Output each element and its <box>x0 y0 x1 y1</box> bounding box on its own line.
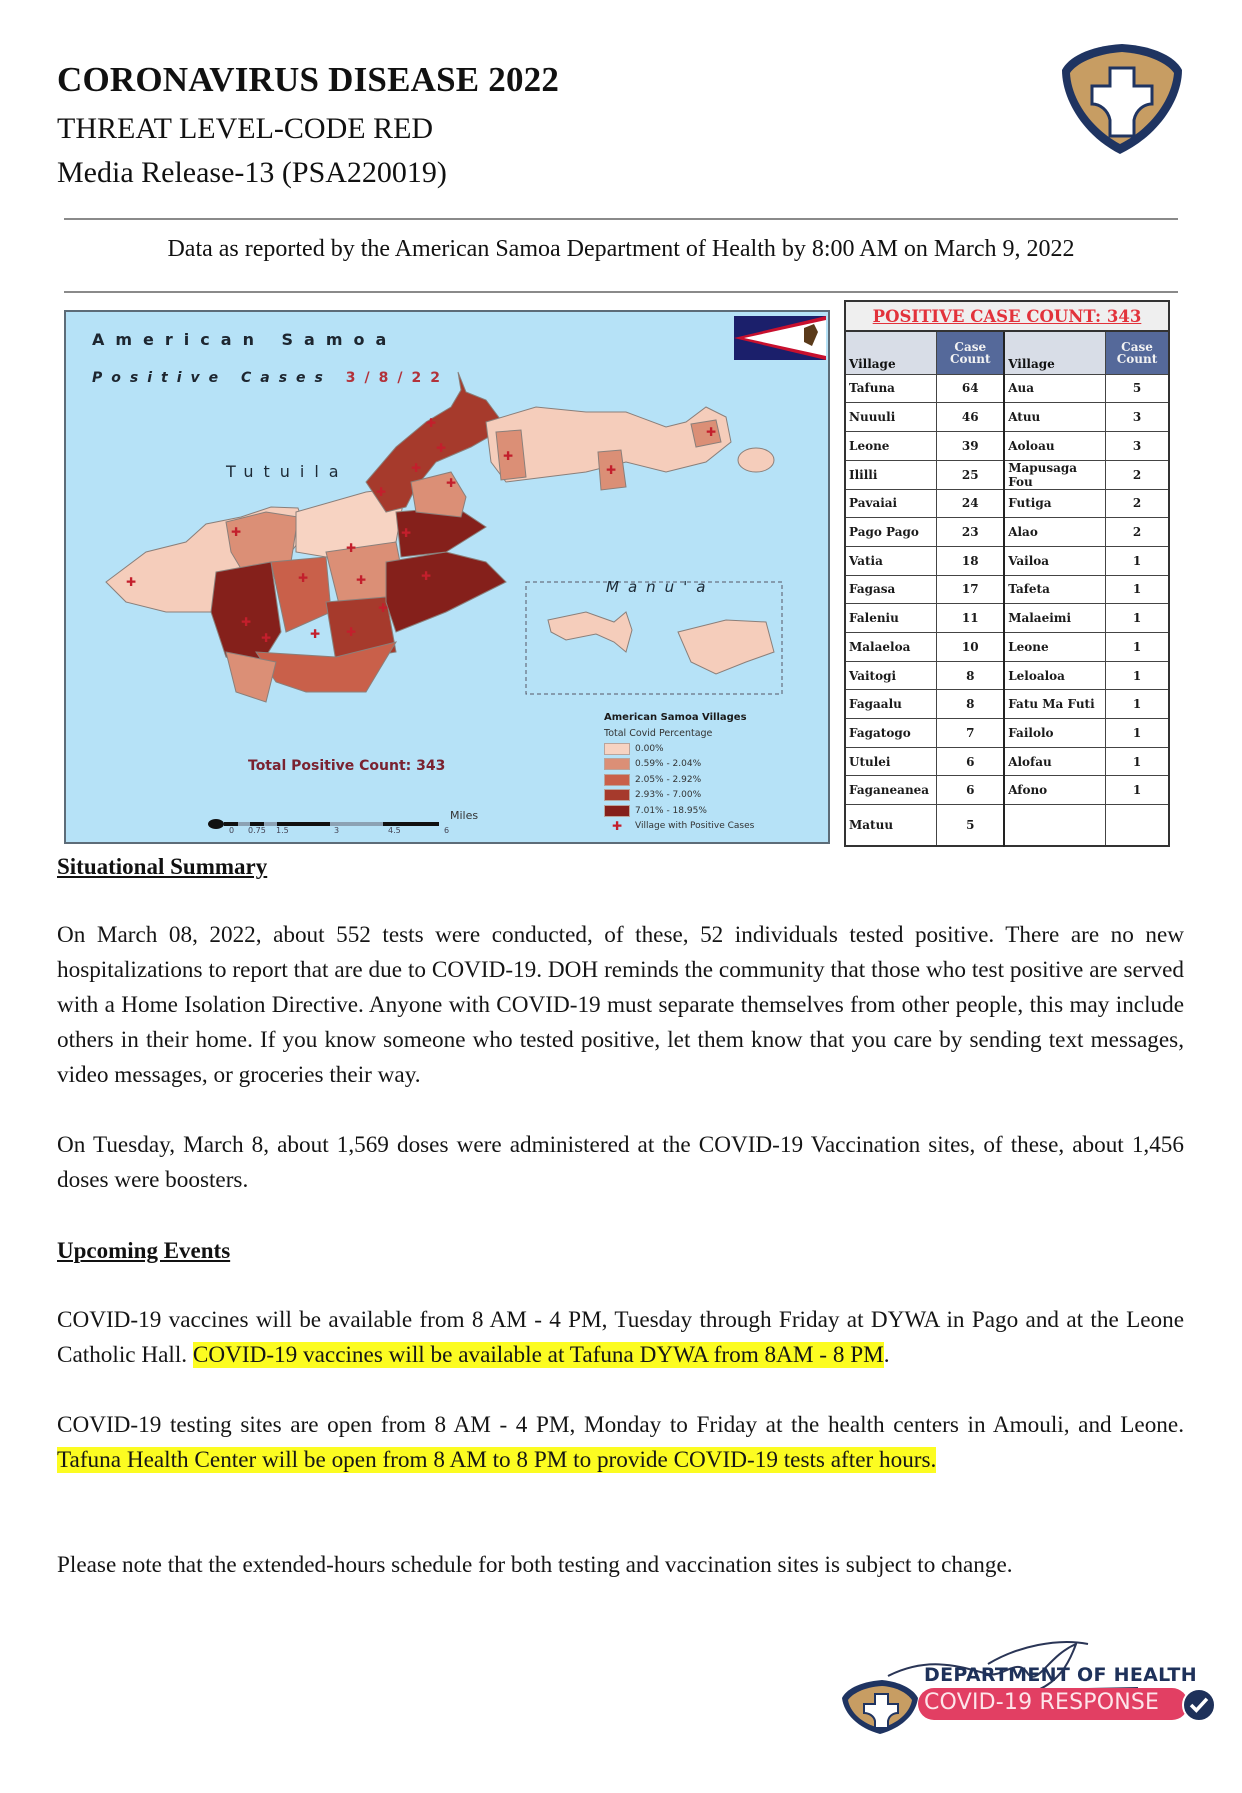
marker-cross: ✚ <box>426 416 437 430</box>
marker-cross: ✚ <box>401 526 412 540</box>
positive-cases-map <box>64 310 830 844</box>
village-cell: Malaeimi <box>1004 604 1105 633</box>
village-cell: Aoloau <box>1004 431 1105 460</box>
village-cell: Fatu Ma Futi <box>1004 690 1105 719</box>
count-cell: 7 <box>937 719 1004 748</box>
american-samoa-flag <box>734 316 826 360</box>
doh-shield-logo <box>1058 40 1186 158</box>
count-cell: 24 <box>937 489 1004 518</box>
legend-item <box>604 741 824 757</box>
section-heading-summary: Situational Summary <box>57 854 268 879</box>
village-cell: Nuuuli <box>845 403 937 432</box>
table-row <box>845 690 1169 719</box>
count-cell: 6 <box>937 776 1004 805</box>
column-header-village: Village <box>1004 331 1105 374</box>
village-cell: Failolo <box>1004 719 1105 748</box>
legend-label: 0.59% - 2.04% <box>635 759 702 770</box>
count-cell: 25 <box>937 460 1004 489</box>
report-date-line: Data as reported by the American Samoa Department of Health by 8:00 AM on March 9, 2022 <box>167 236 1075 262</box>
table-body <box>845 374 1169 846</box>
legend-title: American Samoa Villages <box>604 712 747 723</box>
count-cell: 2 <box>1106 460 1170 489</box>
village-cell: Tafuna <box>845 374 937 403</box>
village-cell: Atuu <box>1004 403 1105 432</box>
legend-item <box>604 803 824 819</box>
threat-level: THREAT LEVEL-CODE RED <box>57 112 434 145</box>
village-cell: Faganeanea <box>845 776 937 805</box>
table-banner: POSITIVE CASE COUNT: 343 <box>845 301 1169 331</box>
table-row <box>845 747 1169 776</box>
count-cell: 1 <box>1106 546 1170 575</box>
village-cell: Faleniu <box>845 604 937 633</box>
count-cell: 1 <box>1106 604 1170 633</box>
count-cell: 1 <box>1106 719 1170 748</box>
region-malaeloa <box>271 557 331 632</box>
marker-cross: ✚ <box>241 615 252 629</box>
label-tutuila: Tutuila <box>226 462 349 481</box>
table-row <box>845 518 1169 547</box>
count-cell: 3 <box>1106 403 1170 432</box>
village-cell: Matuu <box>845 805 937 846</box>
marker-cross: ✚ <box>421 569 432 583</box>
count-cell: 2 <box>1106 518 1170 547</box>
scale-tick: 3 <box>334 826 340 835</box>
scale-unit: Miles <box>450 809 479 822</box>
checkmark-icon <box>1182 1688 1216 1722</box>
marker-cross: ✚ <box>446 476 457 490</box>
events-text: . <box>883 1342 890 1368</box>
marker-cross: ✚ <box>356 573 367 587</box>
scale-tick: 0 <box>229 826 235 835</box>
count-cell: 6 <box>937 747 1004 776</box>
marker-cross: ✚ <box>376 485 387 499</box>
events-paragraph-1 <box>57 1303 1184 1373</box>
village-cell: Afono <box>1004 776 1105 805</box>
count-cell: 2 <box>1106 489 1170 518</box>
marker-cross: ✚ <box>411 461 422 475</box>
scale-tick: 0.75 <box>248 826 266 835</box>
legend-subtitle: Total Covid Percentage <box>604 728 713 739</box>
legend-swatch <box>604 805 630 817</box>
table-row <box>845 633 1169 662</box>
count-cell: 46 <box>937 403 1004 432</box>
legend-swatch <box>604 743 630 755</box>
table-row <box>845 805 1169 846</box>
count-cell: 64 <box>937 374 1004 403</box>
count-cell: 3 <box>1106 431 1170 460</box>
count-cell <box>1106 805 1170 846</box>
map-title: American Samoa <box>92 330 398 349</box>
events-paragraph-3: Please note that the extended-hours schedule for both testing and vaccination sites is subject to change. <box>57 1552 1013 1578</box>
village-cell: Pavaiai <box>845 489 937 518</box>
map-legend <box>604 712 824 834</box>
count-cell: 18 <box>937 546 1004 575</box>
count-cell: 17 <box>937 575 1004 604</box>
count-cell: 5 <box>1106 374 1170 403</box>
legend-label: Village with Positive Cases <box>635 821 755 832</box>
label-manua: Manu'a <box>606 578 715 596</box>
table-row <box>845 546 1169 575</box>
document-title: CORONAVIRUS DISEASE 2022 <box>57 60 560 99</box>
marker-cross: ✚ <box>503 449 514 463</box>
legend-label: 2.05% - 2.92% <box>635 774 702 785</box>
marker-cross: ✚ <box>706 425 717 439</box>
marker-cross: ✚ <box>231 525 242 539</box>
marker-cross: ✚ <box>436 441 447 455</box>
divider-top <box>64 218 1178 220</box>
count-cell: 1 <box>1106 690 1170 719</box>
village-cell: Malaeloa <box>845 633 937 662</box>
divider-bottom <box>64 291 1178 293</box>
count-cell: 1 <box>1106 661 1170 690</box>
red-cross-icon: ✚ <box>611 819 623 834</box>
count-cell: 11 <box>937 604 1004 633</box>
legend-label: 2.93% - 7.00% <box>635 790 702 801</box>
count-cell: 1 <box>1106 633 1170 662</box>
marker-cross: ✚ <box>298 571 309 585</box>
village-cell: Alofau <box>1004 747 1105 776</box>
map-subtitle-text: Positive Cases <box>92 370 332 386</box>
table-row <box>845 604 1169 633</box>
village-cell: Futiga <box>1004 489 1105 518</box>
count-cell: 5 <box>937 805 1004 846</box>
covid-response-label: COVID-19 RESPONSE <box>924 1690 1160 1715</box>
tau-island <box>678 620 774 674</box>
village-cell: Vatia <box>845 546 937 575</box>
village-cell: Leloaloa <box>1004 661 1105 690</box>
count-cell: 39 <box>937 431 1004 460</box>
village-cell: Vailoa <box>1004 546 1105 575</box>
map-date: 3/8/22 <box>345 370 449 386</box>
aunuu-island <box>738 448 774 472</box>
legend-label: 7.01% - 18.95% <box>635 805 707 816</box>
legend-item <box>604 819 824 835</box>
column-header-count: Case Count <box>937 331 1004 374</box>
marker-cross: ✚ <box>310 627 321 641</box>
legend-item <box>604 788 824 804</box>
marker-cross: ✚ <box>261 631 272 645</box>
village-cell: Utulei <box>845 747 937 776</box>
region-tafuna <box>386 552 506 632</box>
village-cell: Alao <box>1004 518 1105 547</box>
village-cell: Fagatogo <box>845 719 937 748</box>
legend-item <box>604 757 824 773</box>
village-cell: Leone <box>1004 633 1105 662</box>
count-cell: 8 <box>937 690 1004 719</box>
scale-tick: 1.5 <box>276 826 289 835</box>
table-row <box>845 374 1169 403</box>
table-row <box>845 460 1169 489</box>
table-row <box>845 661 1169 690</box>
village-cell: Vaitogi <box>845 661 937 690</box>
legend-swatch <box>604 758 630 770</box>
summary-paragraph-1: On March 08, 2022, about 552 tests were conducted, of these, 52 individuals tested positive. There are no new hospitalizations to report that are due to COVID-19. DOH reminds the community that those who test positive are served with a Home Isolation Directive. Anyone with COVID-19 must separate themselves from other people, this may include others in their home. If you know someone who tested positive, let them know that you care by sending text messages, video messages, or groceries their way. <box>57 922 1184 1088</box>
column-header-village: Village <box>845 331 937 374</box>
legend-swatch <box>604 789 630 801</box>
legend-item <box>604 772 824 788</box>
village-cell <box>1004 805 1105 846</box>
doh-org-name: DEPARTMENT OF HEALTH <box>924 1664 1197 1686</box>
total-positive-count: Total Positive Count: 343 <box>248 758 446 774</box>
media-release-id: Media Release-13 (PSA220019) <box>57 156 447 189</box>
marker-cross: ✚ <box>346 541 357 555</box>
count-cell: 10 <box>937 633 1004 662</box>
marker-cross: ✚ <box>606 463 617 477</box>
marker-cross: ✚ <box>346 625 357 639</box>
table-row <box>845 719 1169 748</box>
events-paragraph-2 <box>57 1408 1184 1478</box>
column-header-count: Case Count <box>1106 331 1170 374</box>
village-cell: Pago Pago <box>845 518 937 547</box>
table-row <box>845 575 1169 604</box>
events-text: COVID-19 vaccines will be available from 8 AM - 4 PM, Tuesday through Friday at DYWA in Pago and at the Leone Catholic Hall. <box>57 1307 1184 1368</box>
scale-tick: 4.5 <box>388 826 401 835</box>
village-cell: Ililli <box>845 460 937 489</box>
section-heading-events: Upcoming Events <box>57 1238 231 1263</box>
marker-cross: ✚ <box>126 575 137 589</box>
events-text: COVID-19 testing sites are open from 8 AM - 4 PM, Monday to Friday at the health centers in Amouli, and Leone. <box>57 1412 1184 1438</box>
village-cell: Tafeta <box>1004 575 1105 604</box>
village-cell: Fagasa <box>845 575 937 604</box>
scale-tick: 6 <box>444 826 450 835</box>
count-cell: 1 <box>1106 747 1170 776</box>
table-row <box>845 776 1169 805</box>
case-count-table <box>844 300 1170 847</box>
map-subtitle <box>92 370 449 386</box>
highlighted-text: Tafuna Health Center will be open from 8 AM to 8 PM to provide COVID-19 tests after hours. <box>57 1447 937 1473</box>
table-row <box>845 431 1169 460</box>
count-cell: 23 <box>937 518 1004 547</box>
table-row <box>845 489 1169 518</box>
ofu-island <box>548 612 632 652</box>
count-cell: 1 <box>1106 776 1170 805</box>
legend-label: 0.00% <box>635 743 664 754</box>
legend-swatch <box>604 774 630 786</box>
summary-paragraph-2: On Tuesday, March 8, about 1,569 doses were administered at the COVID-19 Vaccination sites, of these, about 1,456 doses were boosters. <box>57 1132 1184 1193</box>
region-south <box>256 642 396 692</box>
highlighted-text: COVID-19 vaccines will be available at Tafuna DYWA from 8AM - 8 PM <box>192 1342 884 1368</box>
village-cell: Aua <box>1004 374 1105 403</box>
village-cell: Fagaalu <box>845 690 937 719</box>
marker-cross: ✚ <box>378 601 389 615</box>
village-cell: Mapusaga Fou <box>1004 460 1105 489</box>
village-cell: Leone <box>845 431 937 460</box>
count-cell: 1 <box>1106 575 1170 604</box>
count-cell: 8 <box>937 661 1004 690</box>
table-row <box>845 403 1169 432</box>
